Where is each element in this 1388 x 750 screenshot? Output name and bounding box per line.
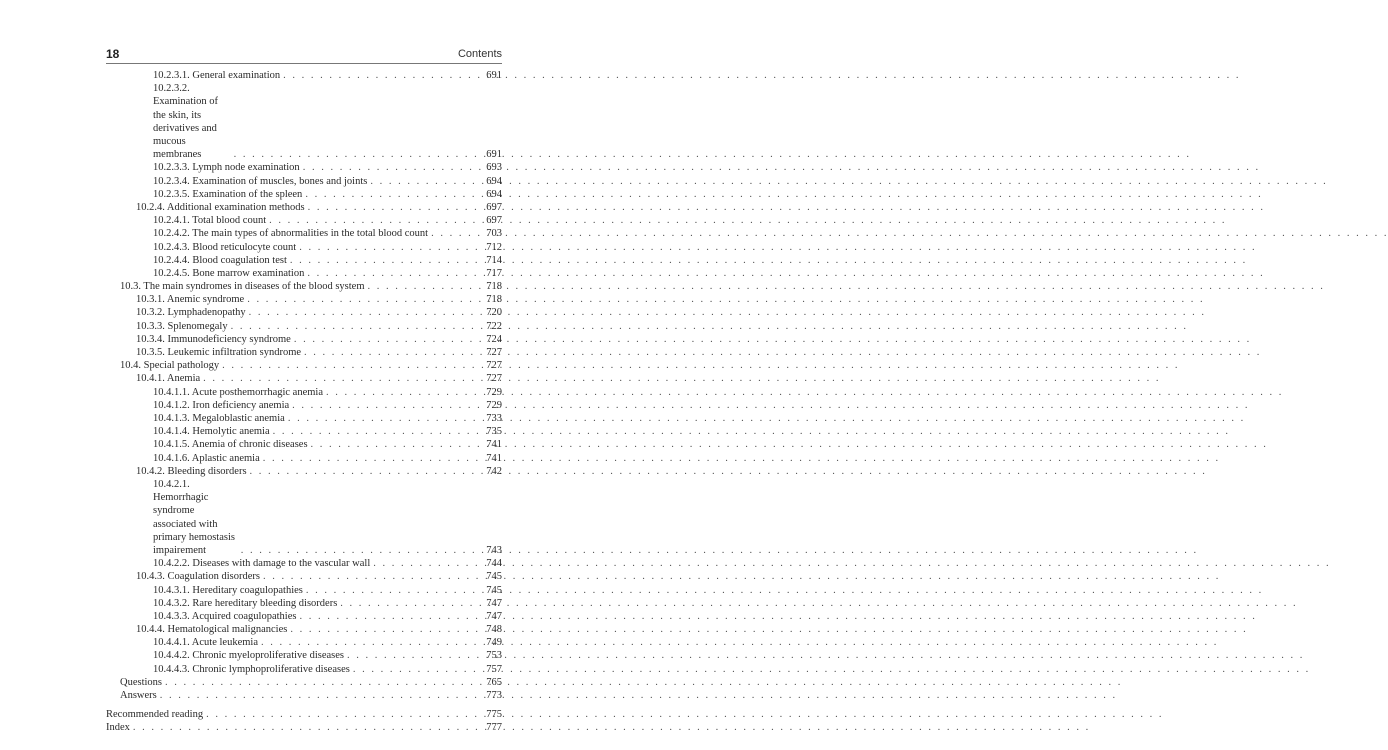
dot-leader xyxy=(234,148,475,161)
dot-leader xyxy=(241,544,475,557)
table-of-contents xyxy=(106,69,502,735)
toc-entry-page: 718 xyxy=(486,281,502,293)
toc-entry-title: 10.2.4.4. Blood coagulation test xyxy=(153,254,287,266)
toc-entry-page: 727 xyxy=(486,360,502,372)
toc-entry-title: 10.3.4. Immunodeficiency syndrome xyxy=(136,333,291,345)
dot-leader xyxy=(165,676,475,689)
toc-entry-title: 10.2.4.3. Blood reticulocyte count xyxy=(153,241,297,253)
toc-entry-page: 714 xyxy=(486,254,502,266)
dot-leader xyxy=(326,386,475,399)
dot-leader xyxy=(431,227,475,240)
toc-entry-page: 745 xyxy=(486,571,502,583)
dot-leader xyxy=(283,69,475,82)
toc-entry-title: 10.4.4.3. Chronic lymphoproliferative diseases xyxy=(153,663,350,675)
toc-entry-page: 741 xyxy=(486,439,502,451)
dot-leader xyxy=(305,188,475,201)
toc-entry[interactable] xyxy=(106,306,502,319)
toc-entry[interactable] xyxy=(106,557,502,570)
dot-leader xyxy=(307,267,475,280)
toc-entry-title: 10.4.4.2. Chronic myeloproliferative diseases xyxy=(153,650,344,662)
toc-entry-page: 742 xyxy=(486,465,502,477)
toc-entry-title: 10.2.3.4. Examination of muscles, bones and joints xyxy=(153,175,368,187)
toc-entry-page: 748 xyxy=(486,624,502,636)
toc-entry-page: 703 xyxy=(486,228,502,240)
toc-entry[interactable] xyxy=(106,689,502,702)
toc-entry-title: 10.4.1. Anemia xyxy=(136,373,201,385)
toc-entry-page: 722 xyxy=(486,320,502,332)
toc-entry[interactable] xyxy=(106,584,502,597)
toc-entry-title: 10.4.3. Coagulation disorders xyxy=(136,571,260,583)
toc-entry-title: Answers xyxy=(120,690,157,701)
toc-entry-title: 10.2.3.5. Examination of the spleen xyxy=(153,188,303,200)
toc-entry-page: 735 xyxy=(486,426,502,438)
toc-entry-title: Recommended reading xyxy=(106,709,204,721)
toc-entry[interactable] xyxy=(106,161,502,174)
toc-entry[interactable] xyxy=(106,175,502,188)
toc-entry-title: 10.2.4.1. Total blood count xyxy=(153,215,267,227)
toc-entry-title: 10.4.2.1. Hemorrhagic syndrome associated with primary hemostasis impairement xyxy=(153,478,235,556)
dot-leader xyxy=(299,610,475,623)
toc-entry-title: 10.3.3. Splenomegaly xyxy=(136,320,228,332)
toc-entry-page: 741 xyxy=(486,452,502,464)
toc-entry-page: 727 xyxy=(486,373,502,385)
toc-entry-title: 10.4.4.1. Acute leukemia xyxy=(153,637,258,649)
dot-leader xyxy=(263,452,475,465)
toc-entry-page: 753 xyxy=(486,650,502,662)
toc-entry[interactable] xyxy=(106,214,502,227)
dot-leader xyxy=(288,412,475,425)
toc-entry-title: 10.4.1.6. Aplastic anemia xyxy=(153,452,260,464)
toc-entry-title: 10.4.1.5. Anemia of chronic diseases xyxy=(153,439,308,451)
toc-entry-page: 757 xyxy=(486,663,502,675)
toc-entry-page: 717 xyxy=(486,267,502,279)
toc-entry-page: 697 xyxy=(486,201,502,213)
toc-entry-page: 749 xyxy=(486,637,502,649)
dot-leader xyxy=(203,372,475,385)
toc-entry[interactable] xyxy=(106,570,502,583)
toc-entry-page: 729 xyxy=(486,386,502,398)
toc-entry-title: 10.3.1. Anemic syndrome xyxy=(136,294,245,306)
page-header xyxy=(106,43,502,64)
dot-leader xyxy=(222,359,475,372)
toc-entry-title: 10.4.1.4. Hemolytic anemia xyxy=(153,426,270,438)
toc-entry-page: 718 xyxy=(486,294,502,306)
dot-leader xyxy=(367,280,475,293)
toc-entry-page: 724 xyxy=(486,333,502,345)
dot-leader xyxy=(250,465,475,478)
toc-entry-page: 775 xyxy=(486,709,502,721)
toc-entry-page: 747 xyxy=(486,597,502,609)
toc-entry-title: 10.4.3.2. Rare hereditary bleeding disorders xyxy=(153,597,338,609)
toc-entry[interactable] xyxy=(106,386,502,399)
dot-leader xyxy=(299,241,475,254)
toc-entry-title: 10.4.1.3. Megaloblastic anemia xyxy=(153,412,285,424)
toc-entry-title: 10.4.1.1. Acute posthemorrhagic anemia xyxy=(153,386,323,398)
toc-entry[interactable] xyxy=(106,241,502,254)
dot-leader xyxy=(269,214,475,227)
toc-entry-title: 10.2.4. Additional examination methods xyxy=(136,201,305,213)
toc-entry-page: 747 xyxy=(486,610,502,622)
toc-entry[interactable] xyxy=(106,412,502,425)
toc-entry[interactable] xyxy=(106,623,502,636)
toc-entry-title: 10.2.4.2. The main types of abnormalities in the total blood count xyxy=(153,228,429,240)
toc-entry-title: 10.2.3.1. General examination xyxy=(153,70,281,81)
toc-entry-page: 743 xyxy=(486,544,502,556)
dot-leader xyxy=(311,438,475,451)
toc-entry-title: 10.3. The main syndromes in diseases of the blood system xyxy=(120,281,365,293)
dot-leader xyxy=(247,293,475,306)
toc-entry[interactable] xyxy=(106,663,502,676)
toc-entry-page: 694 xyxy=(486,175,502,187)
toc-entry-page: 733 xyxy=(486,412,502,424)
dot-leader xyxy=(340,597,475,610)
toc-entry-title: 10.4.2. Bleeding disorders xyxy=(136,465,247,477)
book-page xyxy=(0,0,600,750)
dot-leader xyxy=(308,201,475,214)
toc-entry-title: 10.2.3.3. Lymph node examination xyxy=(153,162,300,174)
toc-entry-page: 694 xyxy=(486,188,502,200)
toc-entry[interactable] xyxy=(106,478,502,557)
toc-entry[interactable] xyxy=(106,649,502,662)
toc-entry-title: 10.2.3.2. Examination of the skin, its derivatives and mucous membranes xyxy=(153,83,219,161)
toc-entry-page: 720 xyxy=(486,307,502,319)
toc-entry-page: 691 xyxy=(486,70,502,81)
toc-entry[interactable] xyxy=(106,399,502,412)
toc-entry-page: 712 xyxy=(486,241,502,253)
dot-leader xyxy=(249,306,475,319)
dot-leader xyxy=(353,663,475,676)
dot-leader xyxy=(261,636,475,649)
toc-entry-title: 10.4.2.2. Diseases with damage to the vascular wall xyxy=(153,558,371,570)
dot-leader xyxy=(290,623,475,636)
toc-entry-title: 10.4.3.1. Hereditary coagulopathies xyxy=(153,584,303,596)
running-title: Contents xyxy=(457,48,502,60)
dot-leader xyxy=(273,425,475,438)
toc-entry-page: 744 xyxy=(486,558,502,570)
toc-entry-title: 10.4.3.3. Acquired coagulopathies xyxy=(153,610,297,622)
toc-entry-page: 727 xyxy=(486,347,502,359)
toc-entry-page: 745 xyxy=(486,584,502,596)
toc-entry[interactable] xyxy=(106,293,502,306)
dot-leader xyxy=(231,320,475,333)
toc-entry[interactable] xyxy=(106,254,502,267)
toc-entry-page: 777 xyxy=(486,722,502,734)
toc-entry[interactable] xyxy=(106,267,502,280)
toc-entry-title: 10.4.4. Hematological malignancies xyxy=(136,624,288,636)
dot-leader xyxy=(306,584,475,597)
toc-entry[interactable] xyxy=(106,227,502,240)
toc-entry-title: 10.3.2. Lymphadenopathy xyxy=(136,307,246,319)
dot-leader xyxy=(133,721,475,734)
dot-leader xyxy=(263,570,475,583)
toc-entry-page: 773 xyxy=(486,690,502,701)
toc-entry[interactable] xyxy=(106,676,502,689)
dot-leader xyxy=(370,175,475,188)
toc-entry[interactable] xyxy=(106,636,502,649)
toc-entry[interactable] xyxy=(106,346,502,359)
toc-entry[interactable] xyxy=(106,425,502,438)
toc-entry[interactable] xyxy=(106,708,502,721)
dot-leader xyxy=(160,689,475,702)
toc-entry[interactable] xyxy=(106,280,502,293)
toc-entry[interactable] xyxy=(106,320,502,333)
toc-entry-title: 10.4. Special pathology xyxy=(120,360,220,372)
dot-leader xyxy=(373,557,475,570)
dot-leader xyxy=(294,333,475,346)
toc-entry[interactable] xyxy=(106,333,502,346)
dot-leader xyxy=(304,346,475,359)
toc-entry[interactable] xyxy=(106,452,502,465)
toc-entry[interactable] xyxy=(106,610,502,623)
toc-entry-title: 10.2.4.5. Bone marrow examination xyxy=(153,267,305,279)
dot-leader xyxy=(303,161,475,174)
toc-entry[interactable] xyxy=(106,372,502,385)
toc-entry[interactable] xyxy=(106,438,502,451)
toc-entry[interactable] xyxy=(106,721,502,734)
toc-entry-title: Questions xyxy=(120,676,162,688)
toc-entry[interactable] xyxy=(106,69,502,82)
toc-entry[interactable] xyxy=(106,597,502,610)
dot-leader xyxy=(206,708,475,721)
toc-entry-title: Index xyxy=(106,722,130,734)
toc-entry[interactable] xyxy=(106,465,502,478)
toc-entry-title: 10.3.5. Leukemic infiltration syndrome xyxy=(136,347,302,359)
toc-entry-page: 693 xyxy=(486,162,502,174)
dot-leader xyxy=(347,649,475,662)
page-number: 18 xyxy=(106,47,120,61)
toc-entry-page: 729 xyxy=(486,399,502,411)
toc-entry-page: 765 xyxy=(486,676,502,688)
dot-leader xyxy=(292,399,475,412)
toc-entry[interactable] xyxy=(106,188,502,201)
toc-entry[interactable] xyxy=(106,82,502,161)
toc-entry-title: 10.4.1.2. Iron deficiency anemia xyxy=(153,399,290,411)
dot-leader xyxy=(290,254,475,267)
toc-entry-page: 691 xyxy=(486,149,502,161)
toc-entry[interactable] xyxy=(106,359,502,372)
toc-entry[interactable] xyxy=(106,201,502,214)
toc-entry-page: 697 xyxy=(486,215,502,227)
